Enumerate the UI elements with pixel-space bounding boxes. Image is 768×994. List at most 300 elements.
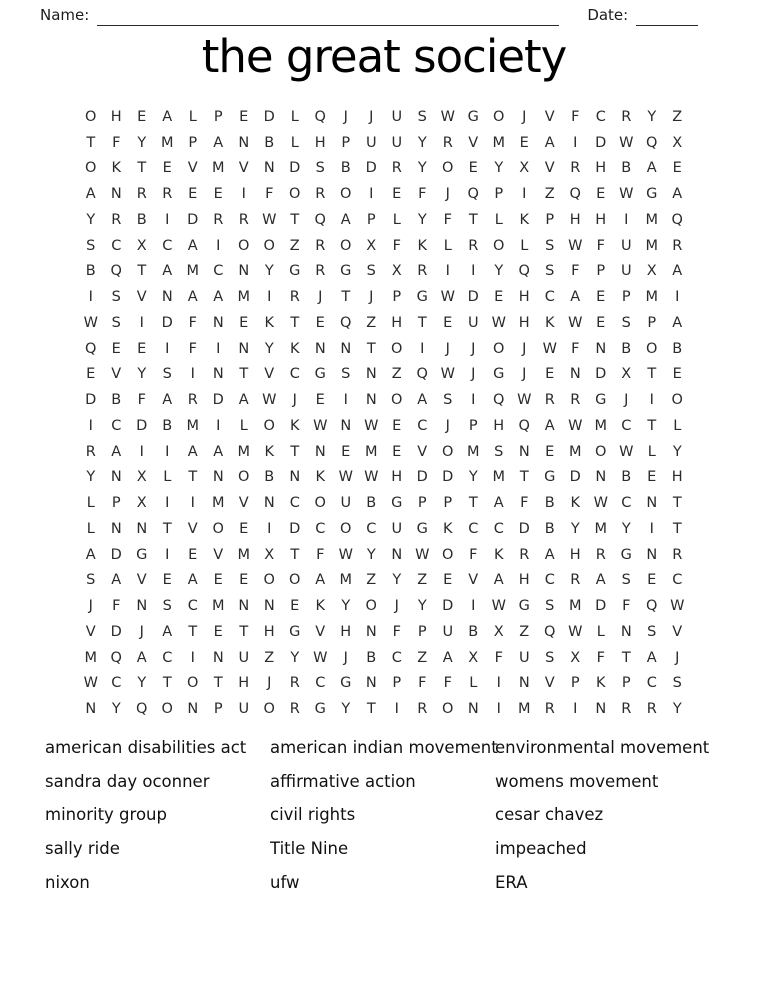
grid-cell: W xyxy=(568,314,583,331)
grid-cell: M xyxy=(160,134,174,151)
grid-cell: T xyxy=(213,675,223,692)
grid-cell: W xyxy=(338,546,353,563)
grid-cell: F xyxy=(596,649,605,666)
grid-cell: T xyxy=(672,520,682,537)
grid-cell: S xyxy=(366,263,376,280)
grid-cell: E xyxy=(596,314,606,331)
grid-cell: O xyxy=(391,340,403,357)
grid-cell: I xyxy=(190,649,195,666)
grid-cell: O xyxy=(391,392,403,409)
grid-cell: R xyxy=(187,392,198,409)
grid-cell: W xyxy=(313,649,328,666)
grid-cell: M xyxy=(466,443,480,460)
grid-cell: A xyxy=(493,495,504,512)
grid-cell: X xyxy=(646,263,657,280)
grid-cell: V xyxy=(544,160,555,177)
grid-cell: F xyxy=(392,237,401,254)
grid-cell: V xyxy=(187,160,198,177)
header-row xyxy=(40,6,730,26)
grid-cell: W xyxy=(619,186,634,203)
grid-cell: M xyxy=(645,237,658,254)
grid-cell: I xyxy=(165,495,170,512)
grid-cell: N xyxy=(340,340,352,357)
grid-cell: P xyxy=(570,675,580,692)
grid-cell: Y xyxy=(86,469,96,486)
wordsearch-letter-grid xyxy=(78,104,690,722)
grid-cell: T xyxy=(341,289,351,306)
grid-cell: D xyxy=(365,160,377,177)
grid-cell: G xyxy=(646,186,658,203)
letter-grid-row xyxy=(78,645,690,671)
grid-cell: U xyxy=(620,263,632,280)
grid-cell: H xyxy=(263,623,275,640)
grid-cell: S xyxy=(341,366,351,383)
grid-cell: G xyxy=(416,289,428,306)
grid-cell: I xyxy=(267,520,272,537)
letter-grid-row xyxy=(78,387,690,413)
grid-cell: T xyxy=(162,520,172,537)
grid-cell: G xyxy=(416,520,428,537)
grid-cell: M xyxy=(237,289,250,306)
grid-cell: Y xyxy=(290,649,300,666)
letter-grid-row xyxy=(78,619,690,645)
grid-cell: R xyxy=(595,546,606,563)
grid-cell: Y xyxy=(647,108,657,125)
grid-cell: A xyxy=(672,314,683,331)
grid-cell: B xyxy=(468,623,479,640)
grid-cell: O xyxy=(493,340,505,357)
grid-cell: F xyxy=(596,237,605,254)
grid-cell: O xyxy=(595,443,607,460)
grid-cell: Z xyxy=(289,237,300,254)
grid-cell: N xyxy=(110,520,122,537)
grid-cell: O xyxy=(340,186,352,203)
grid-cell: Q xyxy=(646,134,658,151)
grid-cell: O xyxy=(238,469,250,486)
grid-cell: W xyxy=(83,675,98,692)
grid-cell: I xyxy=(165,211,170,228)
grid-cell: E xyxy=(468,160,478,177)
grid-cell: P xyxy=(341,134,351,151)
grid-cell: Y xyxy=(417,598,427,615)
grid-cell: G xyxy=(289,263,301,280)
grid-cell: L xyxy=(673,417,682,434)
grid-cell: A xyxy=(111,443,122,460)
grid-cell: N xyxy=(212,649,224,666)
grid-cell: N xyxy=(365,392,377,409)
grid-cell: O xyxy=(493,237,505,254)
grid-cell: C xyxy=(621,417,632,434)
grid-cell: C xyxy=(289,495,300,512)
grid-cell: R xyxy=(519,546,530,563)
grid-cell: Y xyxy=(468,469,478,486)
grid-cell: Z xyxy=(519,623,530,640)
letter-grid-row xyxy=(78,207,690,233)
grid-cell: D xyxy=(595,134,607,151)
grid-cell: N xyxy=(136,598,148,615)
grid-cell: F xyxy=(112,134,121,151)
grid-cell: A xyxy=(187,289,198,306)
grid-cell: I xyxy=(88,417,93,434)
grid-cell: M xyxy=(186,263,199,280)
grid-cell: Y xyxy=(366,546,376,563)
grid-cell: R xyxy=(646,701,657,718)
grid-cell: N xyxy=(646,546,658,563)
grid-cell: D xyxy=(187,211,199,228)
grid-cell: M xyxy=(568,443,582,460)
grid-cell: K xyxy=(442,520,453,537)
word-list-item: nixon xyxy=(45,872,90,892)
grid-cell: E xyxy=(239,108,249,125)
grid-cell: L xyxy=(239,417,248,434)
letter-grid-row xyxy=(78,130,690,156)
grid-cell: A xyxy=(544,546,555,563)
grid-cell: U xyxy=(442,623,454,640)
grid-cell: M xyxy=(645,289,658,306)
grid-cell: S xyxy=(494,443,504,460)
grid-cell: C xyxy=(162,237,173,254)
grid-cell: K xyxy=(264,443,274,460)
grid-cell: S xyxy=(443,392,453,409)
grid-cell: K xyxy=(417,237,427,254)
grid-cell: P xyxy=(494,186,504,203)
grid-cell: H xyxy=(493,417,505,434)
date-fill-line xyxy=(636,8,698,26)
grid-cell: U xyxy=(518,649,530,666)
grid-cell: Y xyxy=(417,160,427,177)
grid-cell: Q xyxy=(518,417,530,434)
grid-cell: N xyxy=(620,623,632,640)
grid-cell: C xyxy=(493,520,504,537)
letter-grid-row xyxy=(78,516,690,542)
grid-cell: W xyxy=(619,443,634,460)
grid-cell: P xyxy=(213,108,223,125)
grid-cell: P xyxy=(443,495,453,512)
letter-grid-row xyxy=(78,696,690,722)
grid-cell: E xyxy=(137,108,147,125)
grid-cell: E xyxy=(596,186,606,203)
grid-cell: H xyxy=(518,314,530,331)
grid-cell: V xyxy=(187,520,198,537)
grid-cell: M xyxy=(645,211,658,228)
grid-cell: F xyxy=(520,495,529,512)
grid-cell: E xyxy=(647,572,657,589)
grid-cell: W xyxy=(593,495,608,512)
grid-cell: L xyxy=(494,211,503,228)
grid-cell: F xyxy=(392,623,401,640)
grid-cell: J xyxy=(343,649,348,666)
grid-cell: C xyxy=(315,675,326,692)
grid-cell: N xyxy=(212,366,224,383)
grid-cell: W xyxy=(491,314,506,331)
word-list-item: minority group xyxy=(45,805,167,825)
letter-grid-row xyxy=(78,413,690,439)
grid-cell: R xyxy=(621,701,632,718)
grid-cell: S xyxy=(545,237,555,254)
grid-cell: O xyxy=(161,701,173,718)
word-list-column-1 xyxy=(45,731,246,899)
grid-cell: A xyxy=(187,237,198,254)
word-list-item: impeached xyxy=(495,839,587,859)
grid-cell: A xyxy=(213,443,224,460)
grid-cell: U xyxy=(238,701,250,718)
grid-cell: J xyxy=(445,186,450,203)
grid-cell: E xyxy=(443,314,453,331)
grid-cell: R xyxy=(213,211,224,228)
grid-cell: P xyxy=(392,675,402,692)
grid-cell: I xyxy=(88,289,93,306)
grid-cell: A xyxy=(162,392,173,409)
grid-cell: M xyxy=(492,134,505,151)
grid-cell: S xyxy=(545,598,555,615)
grid-cell: O xyxy=(85,108,97,125)
grid-cell: D xyxy=(136,417,148,434)
grid-cell: S xyxy=(315,160,325,177)
grid-cell: O xyxy=(85,160,97,177)
grid-cell: Q xyxy=(518,263,530,280)
grid-cell: X xyxy=(366,237,377,254)
grid-cell: E xyxy=(672,160,682,177)
grid-cell: G xyxy=(595,392,607,409)
grid-cell: R xyxy=(289,675,300,692)
grid-cell: R xyxy=(85,443,96,460)
grid-cell: M xyxy=(186,417,199,434)
grid-cell: X xyxy=(621,366,632,383)
grid-cell: L xyxy=(86,520,95,537)
grid-cell: D xyxy=(467,289,479,306)
letter-grid-row xyxy=(78,284,690,310)
grid-cell: T xyxy=(672,495,682,512)
grid-cell: K xyxy=(264,314,274,331)
grid-cell: K xyxy=(595,675,606,692)
grid-cell: W xyxy=(262,211,277,228)
grid-cell: T xyxy=(290,443,300,460)
grid-cell: O xyxy=(187,675,199,692)
grid-cell: N xyxy=(467,701,479,718)
grid-cell: R xyxy=(570,160,581,177)
grid-cell: S xyxy=(647,623,657,640)
grid-cell: D xyxy=(263,108,275,125)
grid-cell: J xyxy=(88,598,93,615)
grid-cell: D xyxy=(442,598,454,615)
word-list-item: environmental movement xyxy=(495,738,710,758)
grid-cell: J xyxy=(445,340,450,357)
grid-cell: J xyxy=(292,392,297,409)
grid-cell: P xyxy=(213,701,223,718)
grid-cell: L xyxy=(520,237,529,254)
grid-cell: U xyxy=(238,649,250,666)
grid-cell: E xyxy=(392,417,402,434)
grid-cell: E xyxy=(545,366,555,383)
grid-cell: I xyxy=(343,392,348,409)
grid-cell: A xyxy=(238,392,249,409)
grid-cell: O xyxy=(263,572,275,589)
grid-cell: D xyxy=(289,520,301,537)
grid-cell: Y xyxy=(264,263,274,280)
grid-cell: J xyxy=(522,108,527,125)
grid-cell: W xyxy=(670,598,685,615)
grid-cell: V xyxy=(544,108,555,125)
grid-cell: A xyxy=(213,289,224,306)
grid-cell: N xyxy=(212,314,224,331)
grid-cell: R xyxy=(570,392,581,409)
grid-cell: J xyxy=(369,289,374,306)
grid-cell: L xyxy=(290,134,299,151)
grid-cell: Z xyxy=(366,314,377,331)
grid-cell: Z xyxy=(544,186,555,203)
grid-cell: D xyxy=(289,160,301,177)
grid-cell: Y xyxy=(672,701,682,718)
grid-cell: W xyxy=(568,237,583,254)
grid-cell: M xyxy=(84,649,97,666)
grid-cell: W xyxy=(338,469,353,486)
grid-cell: I xyxy=(190,366,195,383)
grid-cell: F xyxy=(418,186,427,203)
grid-cell: E xyxy=(239,314,249,331)
grid-cell: P xyxy=(366,211,376,228)
grid-cell: I xyxy=(165,340,170,357)
grid-cell: F xyxy=(443,211,452,228)
grid-cell: L xyxy=(188,108,197,125)
grid-cell: X xyxy=(136,495,147,512)
grid-cell: C xyxy=(595,108,606,125)
grid-cell: C xyxy=(366,520,377,537)
grid-cell: G xyxy=(340,675,352,692)
grid-cell: O xyxy=(263,701,275,718)
grid-cell: N xyxy=(85,701,97,718)
grid-cell: H xyxy=(569,546,581,563)
grid-cell: B xyxy=(621,340,632,357)
grid-cell: E xyxy=(494,289,504,306)
grid-cell: T xyxy=(468,495,478,512)
grid-cell: N xyxy=(595,469,607,486)
grid-cell: A xyxy=(213,134,224,151)
grid-cell: I xyxy=(573,701,578,718)
grid-cell: O xyxy=(442,701,454,718)
grid-cell: V xyxy=(238,495,249,512)
grid-cell: T xyxy=(647,366,657,383)
grid-cell: L xyxy=(443,237,452,254)
grid-cell: U xyxy=(391,134,403,151)
grid-cell: S xyxy=(621,314,631,331)
grid-cell: I xyxy=(649,392,654,409)
grid-cell: J xyxy=(675,649,680,666)
grid-cell: T xyxy=(366,701,376,718)
grid-cell: N xyxy=(365,675,377,692)
grid-cell: R xyxy=(391,160,402,177)
grid-cell: V xyxy=(136,572,147,589)
grid-cell: A xyxy=(136,649,147,666)
grid-cell: A xyxy=(85,186,96,203)
grid-cell: A xyxy=(162,263,173,280)
grid-cell: I xyxy=(241,186,246,203)
grid-cell: K xyxy=(111,160,121,177)
grid-cell: Z xyxy=(417,572,428,589)
letter-grid-row xyxy=(78,465,690,491)
grid-cell: H xyxy=(518,572,530,589)
grid-cell: E xyxy=(315,392,325,409)
grid-cell: A xyxy=(187,443,198,460)
grid-cell: I xyxy=(139,443,144,460)
grid-cell: T xyxy=(162,675,172,692)
grid-cell: C xyxy=(111,675,122,692)
grid-cell: R xyxy=(621,108,632,125)
grid-cell: F xyxy=(494,649,503,666)
grid-cell: L xyxy=(647,443,656,460)
grid-cell: E xyxy=(213,623,223,640)
grid-cell: R xyxy=(289,701,300,718)
grid-cell: E xyxy=(86,366,96,383)
grid-cell: B xyxy=(544,495,555,512)
grid-cell: P xyxy=(188,134,198,151)
grid-cell: Q xyxy=(416,366,428,383)
grid-cell: Y xyxy=(341,598,351,615)
grid-cell: M xyxy=(594,417,607,434)
grid-cell: B xyxy=(136,211,147,228)
grid-cell: T xyxy=(290,211,300,228)
grid-cell: I xyxy=(445,263,450,280)
grid-cell: I xyxy=(675,289,680,306)
grid-cell: C xyxy=(391,649,402,666)
grid-cell: Y xyxy=(392,572,402,589)
grid-cell: M xyxy=(568,598,582,615)
grid-cell: E xyxy=(392,186,402,203)
grid-cell: W xyxy=(364,417,379,434)
grid-cell: A xyxy=(162,623,173,640)
grid-cell: O xyxy=(212,520,224,537)
grid-cell: B xyxy=(162,417,173,434)
grid-cell: H xyxy=(671,469,683,486)
grid-cell: R xyxy=(136,186,147,203)
grid-cell: G xyxy=(289,623,301,640)
grid-cell: B xyxy=(621,469,632,486)
grid-cell: B xyxy=(621,160,632,177)
grid-cell: E xyxy=(188,546,198,563)
grid-cell: Q xyxy=(314,108,326,125)
grid-cell: T xyxy=(137,160,147,177)
grid-cell: G xyxy=(136,546,148,563)
grid-cell: W xyxy=(568,417,583,434)
grid-cell: F xyxy=(571,340,580,357)
grid-cell: W xyxy=(517,392,532,409)
grid-cell: O xyxy=(671,392,683,409)
grid-cell: I xyxy=(471,263,476,280)
grid-cell: D xyxy=(416,469,428,486)
word-list-item: sandra day oconner xyxy=(45,771,210,791)
grid-cell: S xyxy=(672,675,682,692)
grid-cell: B xyxy=(672,340,683,357)
grid-cell: K xyxy=(315,469,325,486)
letter-grid-row xyxy=(78,233,690,259)
grid-cell: E xyxy=(315,314,325,331)
grid-cell: L xyxy=(86,495,95,512)
grid-cell: S xyxy=(545,263,555,280)
grid-cell: J xyxy=(394,598,399,615)
grid-cell: L xyxy=(392,211,401,228)
word-list-item: ufw xyxy=(270,872,300,892)
letter-grid-row xyxy=(78,362,690,388)
grid-cell: Q xyxy=(671,211,683,228)
word-list-item: american indian movement xyxy=(270,738,498,758)
grid-cell: V xyxy=(136,289,147,306)
grid-cell: B xyxy=(366,649,377,666)
grid-cell: N xyxy=(263,495,275,512)
grid-cell: T xyxy=(366,340,376,357)
grid-cell: V xyxy=(213,546,224,563)
grid-cell: M xyxy=(211,495,225,512)
grid-cell: Z xyxy=(672,108,683,125)
grid-cell: V xyxy=(468,134,479,151)
